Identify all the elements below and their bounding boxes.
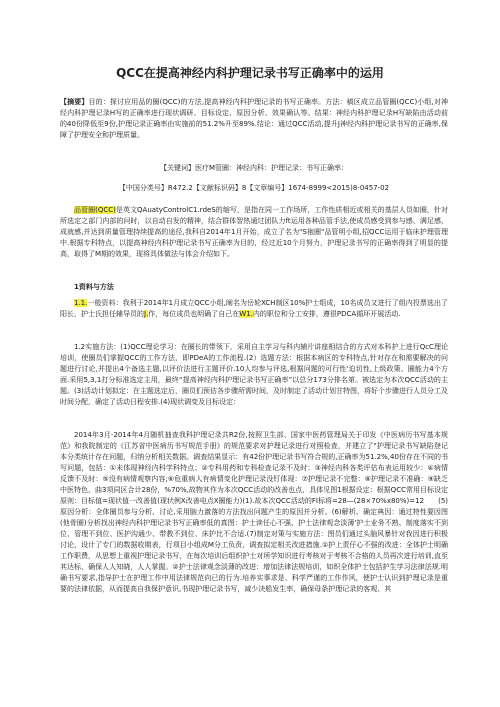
- section-1-1-highlight-2: W1.: [239, 310, 253, 318]
- paper-title: QCC在提高神经内科护理记录书写正确率中的运用: [116, 66, 384, 80]
- intro-paragraph: [60, 205, 448, 260]
- study-paragraph: 2014年3月-2014年4月随机抽查我科护理记录共R2份,按照卫生部、国家中医药管理局关于印发《中医病历书写基本规范》和我院制定的《江苏省中医病历书写规范手册》的规范要求对护理记录进行对照检查，并建立了"护理记录书写缺陷登记本分类统计存在问题，归纳分析相关数据。调查结果显示：有42份护理记录书写符合规的,正确率为51.2%,40份存在不同的书写问题，包括：①未体现神经内科学科特点；②专科用药和专科检查记录不及时：③神经内科各类评估布表运用较少：④病情反馈不及时：⑤没有病情观察内容;⑥危重病人有病情变化护理记录没钉体现：⑦护理记录不完整：⑧护理记录不准确：⑨缺乏中医特色，曲3项同区合计28份，%70%,故物其作为本次QCC活动的改善也点，具体见图1根据设定：根据QCC常用目标设定原则：目标值=现状值一改善值(现状例X改善电点X圈能力)(1).故本次QCC活动的FI标将=28—(28×70%x80%)=12 (5)原因分析：全体圈员参与分析、讨论,采用脑力激落的方法找出问题产生的原因并分析。(6)解析、确定典因：通过特性要因图(他骨圈)分析找出神经内科护理记录书写正确率低的真图：护士读任心不强、护士法律观念淡薄'护士业务不熟、制度落实不到位、管理不到位、医护沟通少、带教不到位、床护比不合适.(7)制定对策与实施方法：图员们通过头脑风暴针对我因进行积极讨论，设计了专门的数据收期表，行项目小组成M分工负贲，调查拟定相关改进措施.①护上责仔心不强的改进：全体护士明确工作职费，从思想上重视护理记录书写，在每次培训后组织护士对所学知识进行考核对于考核不合格的人员再次进行培训,直至其达标，确保人人知晓，人人掌握。②护士法律观念淡薄的改进：增加法律法规培训，如织全体护士包括护生学习法律法规.明确书写要求,指导护士在护理工作中用法律规范向已的行为.培养实事求是、科学严谨的工作作风，使护士认识到护理记录是重要的法律依据，从而提高自我保护意识,书现护理记录书写，减少决船发生率，确保母条护理记录的客观、其: [60, 431, 448, 593]
- abstract-text: 目的：探讨应用品的圈(QCC)的方法,提高神经内科护理记录的书写正确率。方法：稿区成立品管圈(QCC)小组,对神经内科护理记录H写的正确率进行现状调研、目标设定、原因分析、效果确认等。结果：神经内科护理记录H写缺陷由活动前的40份降低至9份,护理记录正确率由实施前的51.2%升至89%.结论：通过QCC活动,提升J神经内科护理记录书写的正确率,保障了护理安全和护理质量。: [60, 98, 448, 139]
- section-1-2-paragraph: 1.2实施方法：(1)QCC理论学习：在圈长的带领下，采用自主学习与科内辅片讲座相结合的方式对本科护上进行QcC理论培训，使圈员们掌握QCC的工作方法，即PDeA的工作流程.(2）选题方法：根据本病区的专科特点,针对存在和需要解决的问题进行讨论,并提出4个备选主题,以评价法进行主题评价.10人均参与评选,根据问题的可行性'迫切性,上级政策、圈能力4个方面.采用5,3,1打分标准选定主用，最终“提高神经内科护理记录书写正确率”以总分173分排名第。被选定为本次QCC活动的主题。(3)活动计划拟定：在主题选定后，圈员们预估各步骤所需时间，及时制定了活动计划甘特图，将好个步骤进行人员分工及时间分配，确定了活动日程安排.(4)现状调变及目标设定：: [60, 343, 448, 406]
- abstract-label: 【摘要】: [60, 98, 89, 106]
- section-1-1-text-2: 作，每位成员也明确了自己在: [148, 310, 240, 318]
- section-1-1-text: 一般资料：我利于2014年1月成立QCC小组,阐名为岳轮XCH制区10%护士组成，10名成员又进行了组内投票选出了阳长，护士氏担任辅导员的: [60, 299, 448, 318]
- section-heading-1: 1资料与方法: [74, 283, 114, 291]
- abstract-paragraph: [60, 97, 448, 141]
- classification-line: 【中国分类号】R472.2【文献标识码】8【文章编号】1674-8999<2015)8-0457-02: [118, 184, 390, 192]
- section-1-1-text-3: 内的职位和分工安排，遵很PDCA循环开展活动.: [252, 310, 401, 318]
- section-1-1-highlight-1: J.: [144, 310, 149, 318]
- section-1-1-paragraph: [60, 298, 448, 320]
- intro-text: 是英文QAuatyControlC1.rdeS的缩写，是指在同一工作场所，工作性质相近或相关的基层人员如圈，针对所选定之部门内部的问时，以自动自发的精神，结合群体智热通过团队力ft运用各种品管手法,使成员感受到参与感、满足感、成就感,并达到质量管理持续提高的途径,我科自2014年1月开始，成立了名为"S袍圈"品管明小组,招QCC运用于临床护理管理中.根据专科特点，以提高神经内科护理记录书写正确率为目的，经过近10个月努力，护理记录书写的正确率得到了明显的提高，取得了M期的效果，现将具体做法与体会介绍如下。: [60, 206, 449, 258]
- keywords-line: 【关键词】医疗M管圈：神经内科：护理记录：书写正确率：: [159, 164, 349, 172]
- section-1-1-marker: 1.1.: [74, 299, 88, 307]
- intro-highlight: 品管圈(QCC): [74, 206, 116, 214]
